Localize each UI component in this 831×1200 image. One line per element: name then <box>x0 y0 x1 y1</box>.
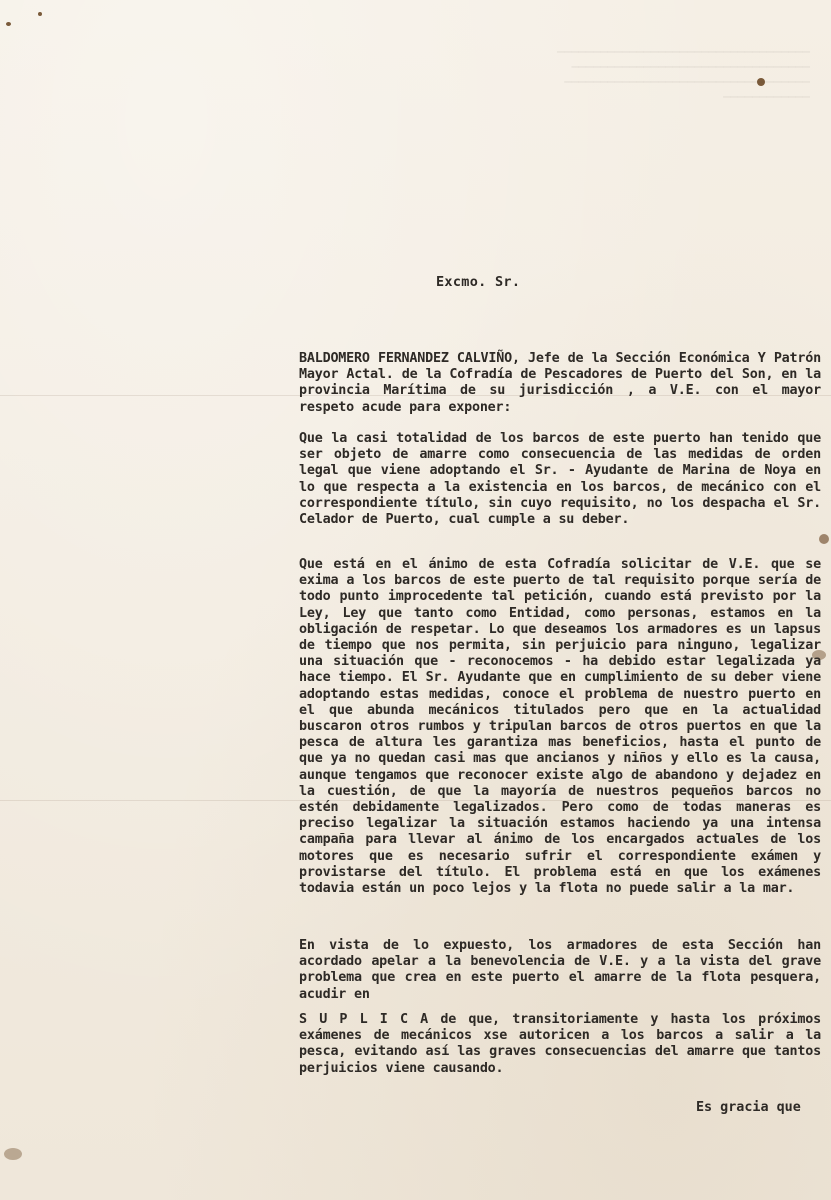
ink-stain <box>38 12 42 16</box>
salutation: Excmo. Sr. <box>436 274 521 290</box>
paragraph-in-view: En vista de lo expuesto, los armadores de esta Sección han acordado apelar a la benevolencia de V.E. y a la vista del grave problema que crea en este puerto el amarre de la flota pesquera, acudir en <box>299 938 821 1002</box>
paragraph-suplica: S U P L I C A de que, transitoriamente y hasta los próximos exámenes de mecánicos xse autoricen a los barcos a salir a la pesca, evitando así las graves consecuencias del amarre que tantos perjuicios viene causando. <box>299 1012 821 1076</box>
ink-stain <box>6 22 11 26</box>
bleed-through-text: ─────────────────────────────────── ───────────────────────────────── ────────────────────────────────── ──────────── <box>557 45 810 104</box>
paragraph-cofradia-request: Que está en el ánimo de esta Cofradía solicitar de V.E. que se exima a los barcos de este puerto de tal requisito porque sería de todo punto improcedente tal petición, cuando está previsto por la Ley, Ley que tanto como Entidad, como personas, estamos en la obligación de respetar. Lo que deseamos los armadores es un lapsus de tiempo que nos permita, sin perjuicio para ninguno, legalizar una situación que - reconocemos - ha debido estar legalizada ya hace tiempo. El Sr. Ayudante que en cumplimiento de su deber viene adoptando estas medidas, conoce el problema de nuestro puerto en el que abunda mecánicos titulados pero que en la actualidad buscaron otros rumbos y tripulan barcos de otros puertos en que la pesca de altura les garantiza mas beneficios, hasta el punto de que ya no quedan casi mas que ancianos y niños y ello es la causa, aunque tengamos que reconocer existe algo de abandono y dejadez en la cuestión, de que la mayoría de nuestros pequeños barcos no estén debidamente legalizados. Pero como de todas maneras es preciso legalizar la situación estamos haciendo ya una intensa campaña para llevar al ánimo de los encargados actuales de los motores que es necesario sufrir el correspondiente exámen y provistarse del título. El problema está en que los exámenes todavia están un poco lejos y la flota no puede salir a la mar. <box>299 557 821 897</box>
closing-line: Es gracia que <box>696 1100 801 1115</box>
ink-stain <box>819 534 829 544</box>
paragraph-fleet-moored: Que la casi totalidad de los barcos de este puerto han tenido que ser objeto de amarre como consecuencia de las medidas de orden legal que viene adoptando el Sr. - Ayudante de Marina de Noya en lo que respecta a la existencia en los barcos, de mecánico con el correspondiente título, sin cuyo requisito, no los despacha el Sr. Celador de Puerto, cual cumple a su deber. <box>299 431 821 528</box>
ink-stain <box>4 1148 22 1160</box>
paragraph-introduction: BALDOMERO FERNANDEZ CALVIÑO, Jefe de la Sección Económica Y Patrón Mayor Actal. de la Cofradía de Pescadores de Puerto del Son, en la provincia Marítima de su jurisdicción , a V.E. con el mayor respeto acude para exponer: <box>299 351 821 415</box>
